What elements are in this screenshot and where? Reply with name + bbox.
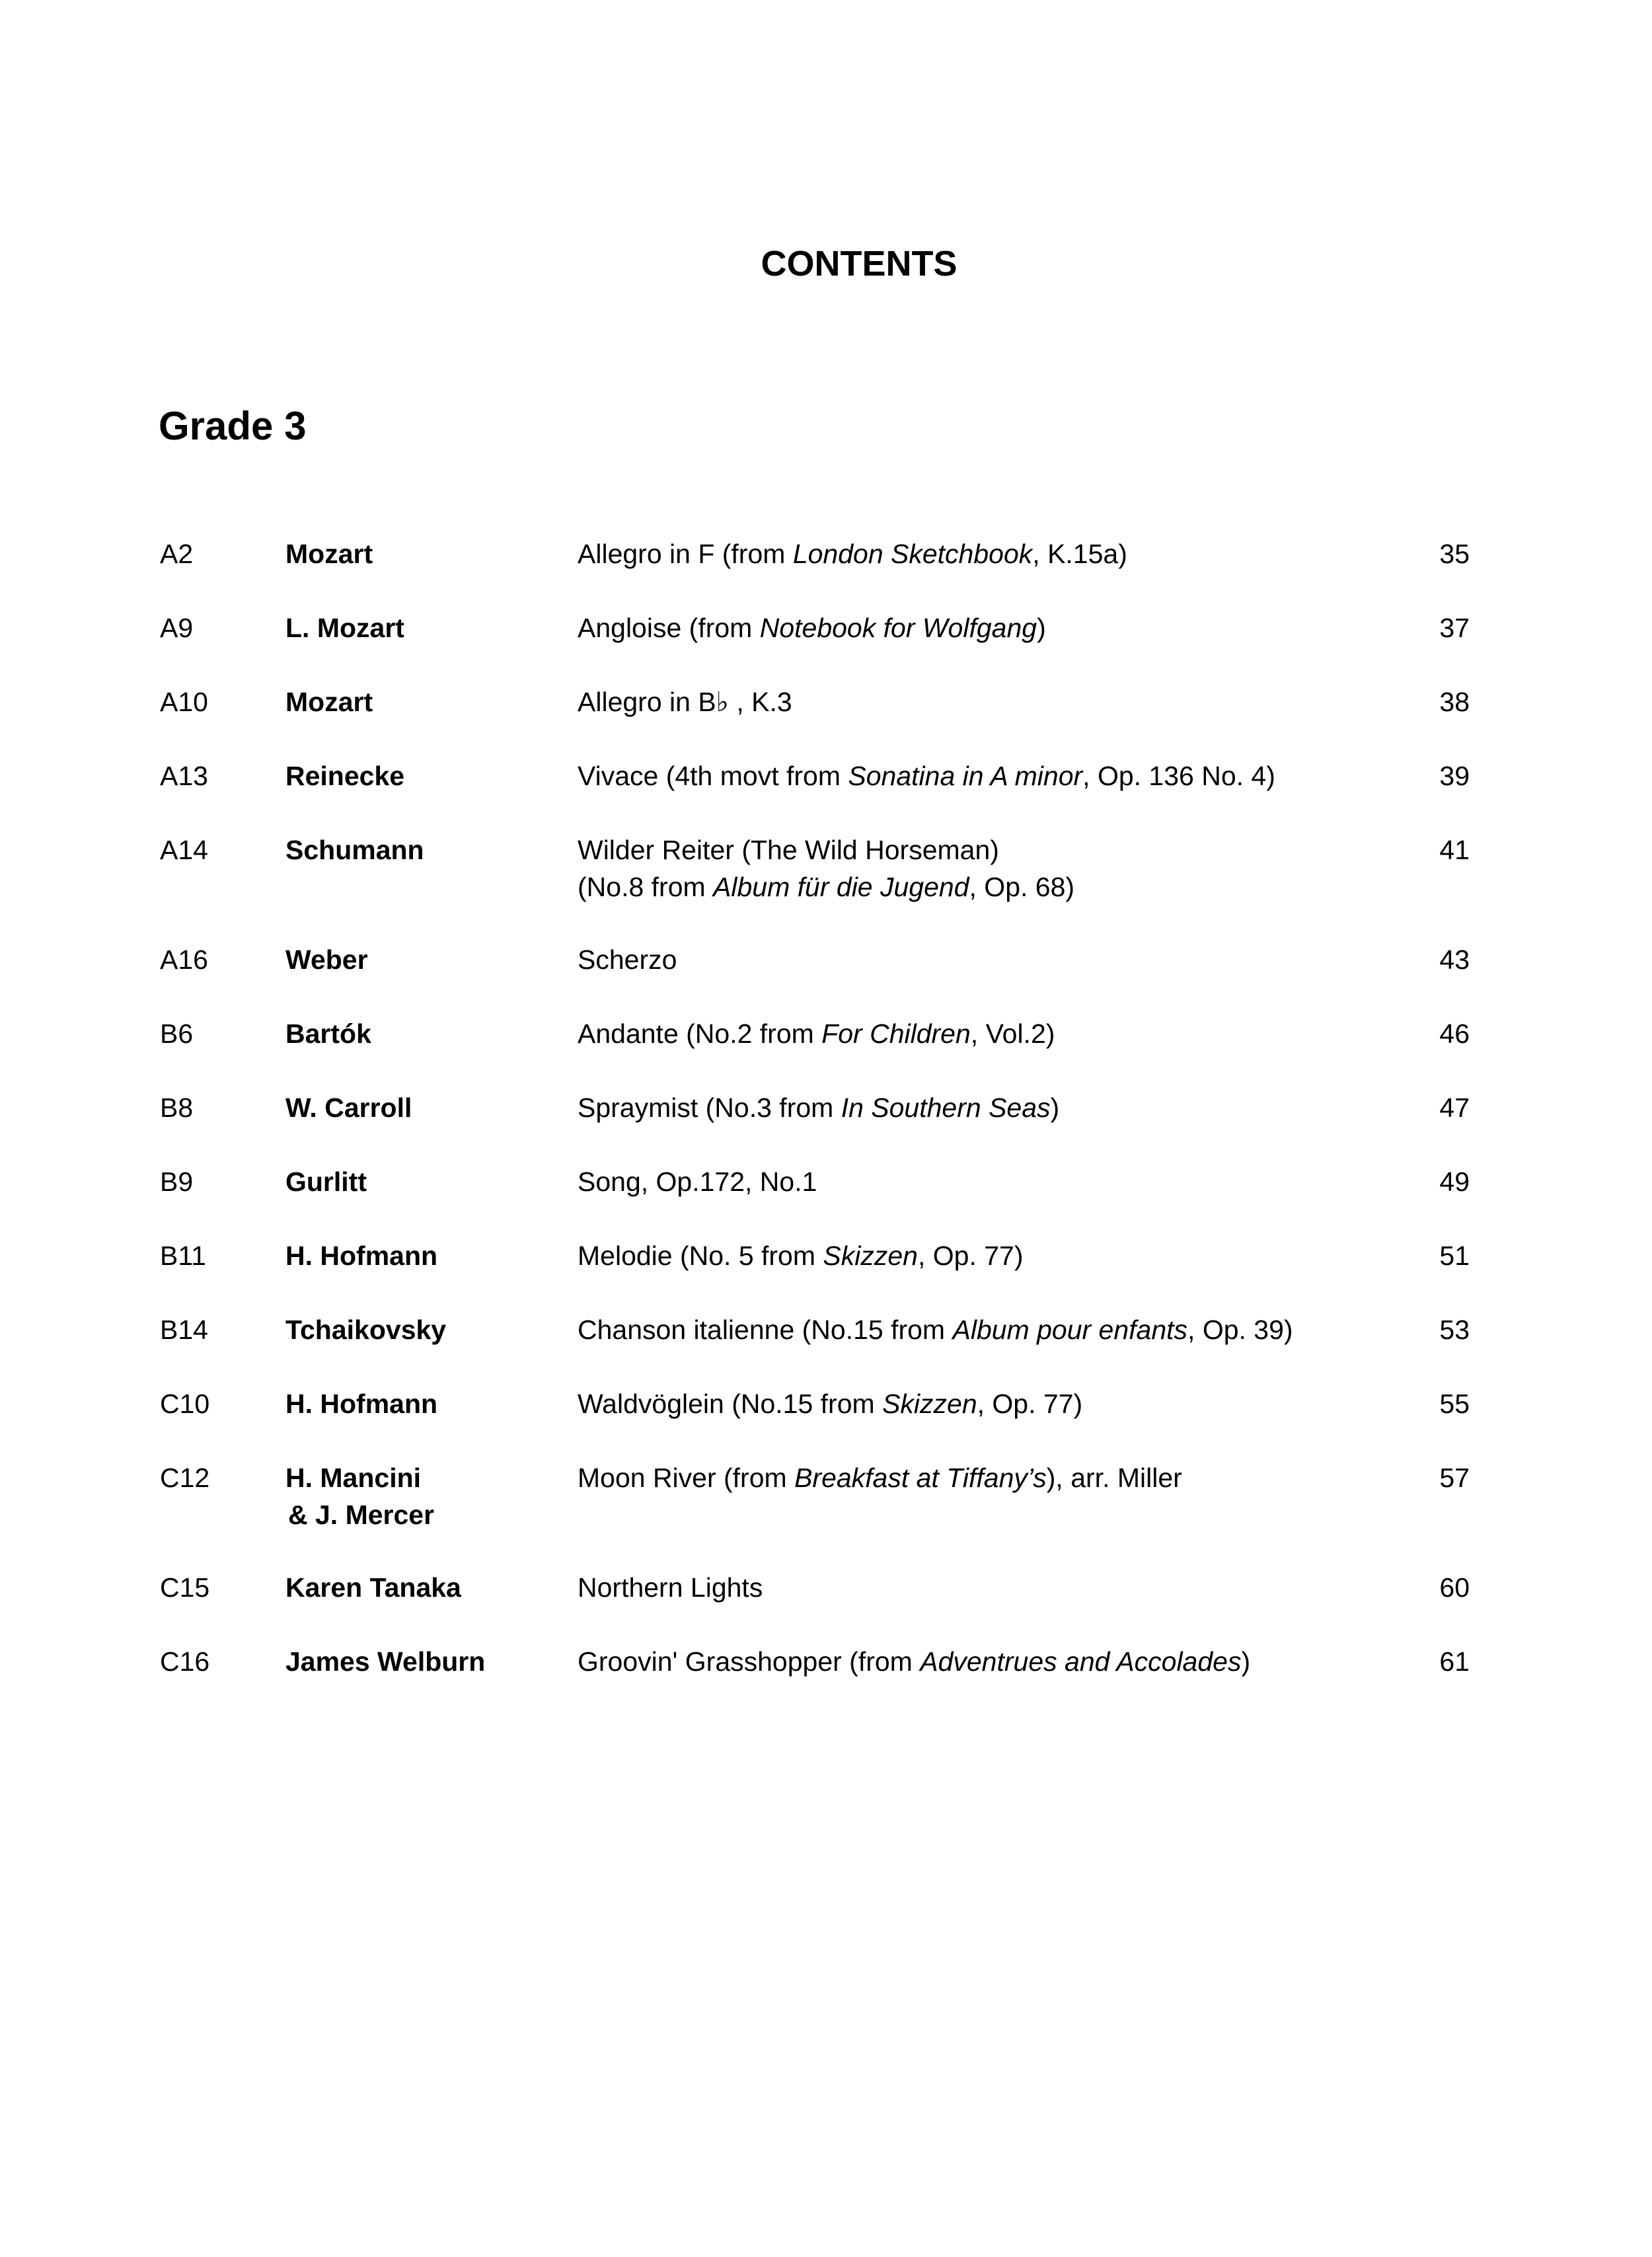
title-line-1 xyxy=(578,757,1275,794)
entry-composer xyxy=(285,1015,371,1052)
title-text: Groovin' Grasshopper (from xyxy=(578,1646,920,1677)
title-line-1 xyxy=(578,831,1074,868)
title-line-1 xyxy=(578,1459,1182,1496)
entry-title xyxy=(578,1015,1055,1052)
title-italic: Skizzen xyxy=(823,1241,918,1271)
entry-title xyxy=(578,757,1275,794)
composer-line-1: Weber xyxy=(285,944,368,975)
entry-composer xyxy=(285,941,368,978)
title-text: Waldvöglein (No.15 from xyxy=(578,1389,883,1419)
entry-title xyxy=(578,1459,1182,1496)
title-text: Andante (No.2 from xyxy=(578,1018,822,1049)
title-italic: For Children xyxy=(821,1018,971,1049)
title-line-1 xyxy=(578,1237,1023,1274)
entry-page-number: 47 xyxy=(1439,1092,1470,1123)
composer-line-1: Karen Tanaka xyxy=(285,1572,461,1603)
entry-composer xyxy=(285,1643,485,1680)
title-line-2 xyxy=(578,868,1074,905)
title-line-1 xyxy=(578,1643,1250,1680)
title-text-after: , Op. 136 No. 4) xyxy=(1082,761,1275,791)
entry-page-number: 41 xyxy=(1439,835,1470,865)
title-text: Angloise (from xyxy=(578,613,760,643)
entry-composer xyxy=(285,1089,412,1126)
composer-line-1: Mozart xyxy=(285,687,373,717)
entry-code: B6 xyxy=(160,1018,194,1049)
title-text-after: ), arr. Miller xyxy=(1046,1463,1182,1493)
composer-line-1: James Welburn xyxy=(285,1646,486,1677)
entry-page-number: 38 xyxy=(1439,687,1470,717)
entry-composer xyxy=(285,1311,446,1348)
title-line-1 xyxy=(578,1089,1059,1126)
composer-line-1: H. Mancini xyxy=(285,1463,422,1493)
title-text-after: , Vol.2) xyxy=(970,1018,1055,1049)
entry-title xyxy=(578,535,1127,572)
title-text-after: , Op. 77) xyxy=(917,1241,1024,1271)
composer-line-1: H. Hofmann xyxy=(285,1389,438,1419)
title-text: Moon River (from xyxy=(578,1463,795,1493)
title-text-after: , Op. 39) xyxy=(1187,1315,1293,1345)
entry-composer xyxy=(285,609,404,646)
composer-line-1: L. Mozart xyxy=(285,613,404,643)
title-text: Scherzo xyxy=(578,944,677,975)
title-line-1 xyxy=(578,535,1127,572)
title-text-after: , Op. 77) xyxy=(977,1389,1083,1419)
composer-line-1: Reinecke xyxy=(285,761,405,791)
entry-composer xyxy=(285,1237,437,1274)
title-italic: London Sketchbook xyxy=(792,539,1033,569)
entry-code: A14 xyxy=(160,835,208,865)
entry-page-number: 53 xyxy=(1439,1315,1470,1345)
title-text-after: ) xyxy=(1037,613,1046,643)
title-text: Allegro in B♭ , K.3 xyxy=(578,687,792,717)
entry-composer xyxy=(285,1385,437,1422)
entry-code: A13 xyxy=(160,761,208,791)
entry-code: A16 xyxy=(160,944,208,975)
composer-line-1: Mozart xyxy=(285,539,373,569)
title-line-1 xyxy=(578,941,677,978)
entry-title xyxy=(578,1089,1059,1126)
title-line-1 xyxy=(578,1569,763,1606)
composer-line-1: W. Carroll xyxy=(285,1092,412,1123)
title-text: Northern Lights xyxy=(578,1572,763,1603)
entry-code: B9 xyxy=(160,1167,194,1197)
title-text: Wilder Reiter (The Wild Horseman) xyxy=(578,835,999,865)
entry-title xyxy=(578,831,1074,905)
entry-code: C12 xyxy=(160,1463,210,1493)
title-line-1 xyxy=(578,609,1046,646)
title-italic: Adventrues and Accolades xyxy=(920,1646,1242,1677)
title-italic: Sonatina in A minor xyxy=(848,761,1083,791)
title-text: Vivace (4th movt from xyxy=(578,761,848,791)
composer-line-2: & J. Mercer xyxy=(288,1500,435,1530)
entry-title xyxy=(578,683,792,720)
entry-composer xyxy=(285,683,373,720)
title-text-after: , Op. 68) xyxy=(969,872,1075,902)
title-italic: Skizzen xyxy=(882,1389,977,1419)
entry-title xyxy=(578,1385,1082,1422)
title-line-1 xyxy=(578,683,792,720)
entry-composer xyxy=(285,831,424,868)
entry-code: A10 xyxy=(160,687,208,717)
title-text: Spraymist (No.3 from xyxy=(578,1092,841,1123)
entry-code: B11 xyxy=(160,1241,206,1271)
title-text-after: ) xyxy=(1241,1646,1251,1677)
entry-code: C10 xyxy=(160,1389,210,1419)
entry-code: A9 xyxy=(160,613,194,643)
entry-title xyxy=(578,1163,817,1200)
grade-heading: Grade 3 xyxy=(159,404,307,448)
title-italic: Album für die Jugend xyxy=(713,872,969,902)
entry-composer xyxy=(285,757,404,794)
entry-page-number: 46 xyxy=(1439,1018,1470,1049)
entry-page-number: 61 xyxy=(1439,1646,1470,1677)
entry-title xyxy=(578,1311,1293,1348)
entry-composer xyxy=(285,1569,461,1606)
title-line-1 xyxy=(578,1311,1293,1348)
entry-page-number: 35 xyxy=(1439,539,1470,569)
title-text-after: , K.15a) xyxy=(1032,539,1127,569)
entry-page-number: 43 xyxy=(1439,944,1470,975)
title-text: Melodie (No. 5 from xyxy=(578,1241,823,1271)
composer-line-1: Bartók xyxy=(285,1018,371,1049)
title-text: Song, Op.172, No.1 xyxy=(578,1167,817,1197)
entry-title xyxy=(578,1237,1023,1274)
composer-line-1: Schumann xyxy=(285,835,424,865)
entry-composer xyxy=(285,1459,434,1533)
entry-page-number: 60 xyxy=(1439,1572,1470,1603)
title-line-1 xyxy=(578,1385,1082,1422)
entry-composer xyxy=(285,535,373,572)
entry-title xyxy=(578,609,1046,646)
composer-line-1: Tchaikovsky xyxy=(285,1315,447,1345)
composer-line-1: H. Hofmann xyxy=(285,1241,438,1271)
entry-code: C15 xyxy=(160,1572,210,1603)
title-text: (No.8 from xyxy=(578,872,714,902)
entry-title xyxy=(578,941,677,978)
title-line-1 xyxy=(578,1015,1055,1052)
entry-page-number: 57 xyxy=(1439,1463,1470,1493)
entry-code: B14 xyxy=(160,1315,208,1345)
title-italic: In Southern Seas xyxy=(841,1092,1051,1123)
entry-page-number: 37 xyxy=(1439,613,1470,643)
title-text-after: ) xyxy=(1050,1092,1060,1123)
entry-composer xyxy=(285,1163,367,1200)
entry-page-number: 49 xyxy=(1439,1167,1470,1197)
entry-code: B8 xyxy=(160,1092,194,1123)
title-italic: Breakfast at Tiffany’s xyxy=(794,1463,1047,1493)
entry-title xyxy=(578,1643,1250,1680)
entry-title xyxy=(578,1569,763,1606)
title-text: Chanson italienne (No.15 from xyxy=(578,1315,953,1345)
title-italic: Album pour enfants xyxy=(952,1315,1188,1345)
entry-code: C16 xyxy=(160,1646,210,1677)
title-italic: Notebook for Wolfgang xyxy=(759,613,1037,643)
entry-page-number: 55 xyxy=(1439,1389,1470,1419)
entry-page-number: 51 xyxy=(1439,1241,1470,1271)
title-text: Allegro in F (from xyxy=(578,539,793,569)
title-line-1 xyxy=(578,1163,817,1200)
page-title: CONTENTS xyxy=(761,244,957,284)
entry-code: A2 xyxy=(160,539,194,569)
composer-line-1: Gurlitt xyxy=(285,1167,367,1197)
entry-page-number: 39 xyxy=(1439,761,1470,791)
